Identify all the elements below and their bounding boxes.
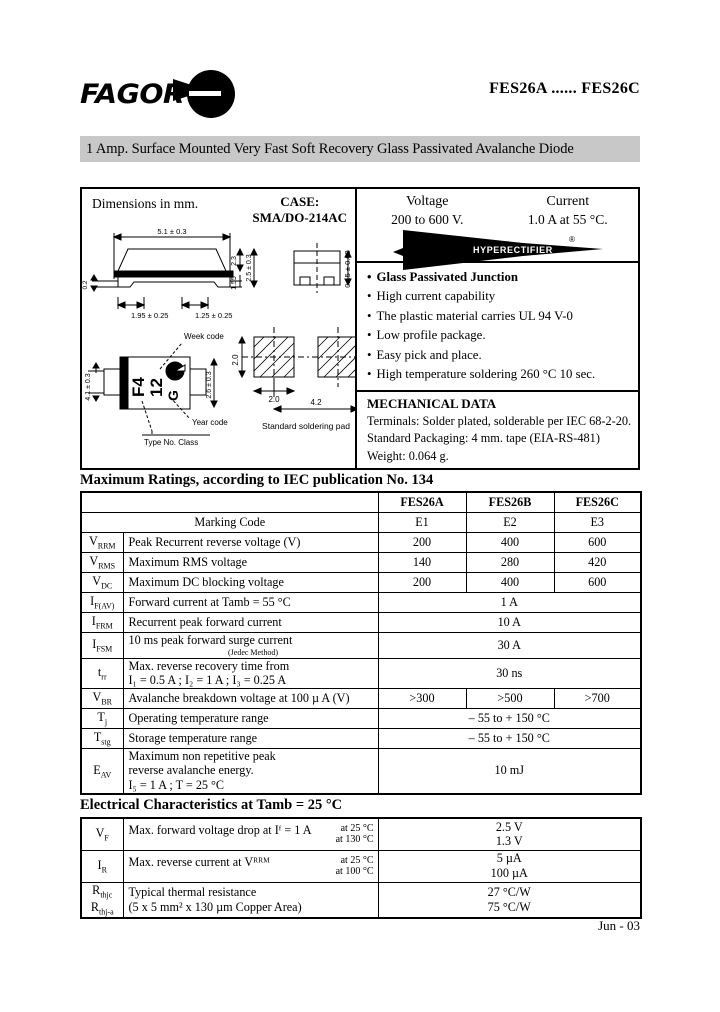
row-value: 200 bbox=[378, 572, 466, 592]
feature-item: • Glass Passivated Junction bbox=[367, 268, 638, 287]
row-value: 200 bbox=[378, 532, 466, 552]
pad-height-label: 2.0 bbox=[231, 354, 240, 366]
feature-item: • High temperature soldering 260 °C 10 sec. bbox=[367, 365, 638, 384]
row-value bbox=[378, 882, 641, 918]
table-row bbox=[81, 552, 641, 572]
row-value: >300 bbox=[378, 688, 466, 708]
row-value: – 55 to + 150 °C bbox=[378, 728, 641, 748]
row-description: Operating temperature range bbox=[123, 708, 378, 728]
row-description: Maximum DC blocking voltage bbox=[123, 572, 378, 592]
table-row bbox=[81, 850, 641, 882]
value-line: 75 °C/W bbox=[487, 899, 531, 914]
row-description-text: 10 ms peak forward surge current bbox=[128, 633, 293, 647]
row-description-text2: (5 x 5 mm² x 130 µm Copper Area) bbox=[128, 899, 302, 914]
feature-item: • High current capability bbox=[367, 287, 638, 306]
dim-length-label: 5.1 ± 0.3 bbox=[157, 227, 187, 236]
specification-box bbox=[80, 187, 640, 470]
row-symbol: $T_j$ bbox=[81, 708, 123, 728]
table-row bbox=[81, 688, 641, 708]
row-symbol: $E_{AV}$ bbox=[81, 748, 123, 793]
row-value: 600 bbox=[554, 532, 641, 552]
row-symbol: $V_{BR}$ bbox=[81, 688, 123, 708]
row-value bbox=[378, 850, 641, 882]
dim-end-height-label: 0.15 ± 0.03 bbox=[343, 250, 352, 288]
row-value: >500 bbox=[466, 688, 554, 708]
row-value: 400 bbox=[466, 572, 554, 592]
registered-trademark-icon: ® bbox=[568, 235, 575, 244]
row-symbol: $R_{thjc}$ $R_{thj-a}$ bbox=[81, 882, 123, 918]
current-cell bbox=[498, 189, 639, 228]
marking-code-g: G bbox=[165, 390, 181, 401]
current-label: Current bbox=[546, 194, 590, 209]
value-line: 27 °C/W bbox=[487, 884, 531, 899]
label-year-code: Year code bbox=[192, 418, 228, 427]
type-header: FES26A bbox=[378, 492, 466, 512]
current-value: 1.0 A at 55 °C. bbox=[527, 212, 608, 227]
row-description: Recurrent peak forward current bbox=[123, 612, 378, 632]
row-value: 10 mJ bbox=[378, 748, 641, 793]
row-value: 400 bbox=[466, 532, 554, 552]
row-description-text: Max. reverse current at Vᴿᴿᴹ bbox=[128, 854, 270, 869]
row-value: 10 A bbox=[378, 612, 641, 632]
row-description bbox=[123, 632, 378, 658]
marking-code-value: E1 bbox=[378, 512, 466, 532]
max-ratings-heading: Maximum Ratings, according to IEC publication No. 134 bbox=[80, 472, 434, 488]
voltage-value: 200 to 600 V. bbox=[391, 212, 464, 227]
row-description bbox=[123, 818, 378, 850]
table-row bbox=[81, 592, 641, 612]
feature-item: • Easy pick and place. bbox=[367, 346, 638, 365]
dimensions-title: Dimensions in mm. bbox=[92, 196, 199, 211]
marking-code-f4: F4 bbox=[129, 377, 148, 397]
row-symbol: $I_{FSM}$ bbox=[81, 632, 123, 658]
value-line: 100 µA bbox=[490, 866, 528, 880]
package-dimension-drawing bbox=[82, 219, 357, 469]
row-description: Peak Recurrent reverse voltage (V) bbox=[123, 532, 378, 552]
mechanical-data-block bbox=[357, 392, 638, 468]
row-description-text: Maximum non repetitive peak bbox=[128, 748, 276, 763]
drawings-area bbox=[82, 219, 357, 469]
voltage-cell bbox=[357, 189, 498, 228]
table-row bbox=[81, 658, 641, 688]
marking-code-value: E2 bbox=[466, 512, 554, 532]
row-value: 280 bbox=[466, 552, 554, 572]
mechanical-terminals: Terminals: Solder plated, solderable per IEC 68-2-20. bbox=[367, 413, 632, 428]
row-description-conditions: I₁ = 0.5 A ; I₂ = 1 A ; I₃ = 0.25 A bbox=[128, 673, 287, 688]
row-value: >700 bbox=[554, 688, 641, 708]
row-value: 600 bbox=[554, 572, 641, 592]
mechanical-weight: Weight: 0.064 g. bbox=[367, 448, 449, 463]
table-header-row bbox=[81, 492, 641, 512]
row-description bbox=[123, 882, 378, 918]
condition-line: at 25 °C bbox=[340, 854, 374, 866]
table-row bbox=[81, 708, 641, 728]
table-row bbox=[81, 748, 641, 793]
type-header: FES26C bbox=[554, 492, 641, 512]
electrical-summary-panel bbox=[357, 189, 638, 468]
marking-code-row bbox=[81, 512, 641, 532]
voltage-label: Voltage bbox=[405, 194, 449, 209]
row-description: Forward current at Tamb = 55 °C bbox=[123, 592, 378, 612]
table-row bbox=[81, 818, 641, 850]
pad-gap-label: 4.2 bbox=[310, 398, 322, 407]
row-symbol: $I_{FRM}$ bbox=[81, 612, 123, 632]
marking-code-label: Marking Code bbox=[81, 512, 378, 532]
row-description-text: Max. reverse recovery time from bbox=[128, 658, 290, 673]
dim-lead-right-label: 1.25 ± 0.25 bbox=[195, 311, 233, 320]
logo-arrow-icon bbox=[187, 70, 235, 118]
dim-h-total-label: 2.5 ± 0.3 bbox=[246, 254, 253, 282]
feature-item: • The plastic material carries UL 94 V-0 bbox=[367, 307, 638, 326]
page-header bbox=[80, 70, 640, 120]
row-value: – 55 to + 150 °C bbox=[378, 708, 641, 728]
voltage-current-row bbox=[357, 189, 638, 228]
feature-item: • Low profile package. bbox=[367, 326, 638, 345]
row-value: 30 A bbox=[378, 632, 641, 658]
dim-lead-left-label: 1.95 ± 0.25 bbox=[131, 311, 169, 320]
package-drawing-panel bbox=[82, 189, 357, 468]
row-symbol: $I_R$ bbox=[81, 850, 123, 882]
row-value: 140 bbox=[378, 552, 466, 572]
row-description-text2: reverse avalanche energy. bbox=[128, 763, 254, 778]
row-description bbox=[123, 748, 378, 793]
fagor-logo bbox=[80, 70, 235, 118]
row-symbol: $T_{stg}$ bbox=[81, 728, 123, 748]
row-symbol: $I_{F(AV)}$ bbox=[81, 592, 123, 612]
condition-line: at 25 °C bbox=[340, 822, 374, 834]
row-description-text: Max. forward voltage drop at Iᶠ = 1 A bbox=[128, 822, 312, 837]
row-value: 1 A bbox=[378, 592, 641, 612]
row-conditions bbox=[336, 823, 378, 846]
row-description-text: Typical thermal resistance bbox=[128, 884, 257, 899]
table-row bbox=[81, 632, 641, 658]
row-value: 30 ns bbox=[378, 658, 641, 688]
product-title: 1 Amp. Surface Mounted Very Fast Soft Recovery Glass Passivated Avalanche Diode bbox=[86, 140, 574, 157]
pad-width-label: 2.0 bbox=[268, 395, 280, 404]
pad-title-label: Standard soldering pad bbox=[262, 421, 350, 431]
mechanical-packaging: Standard Packaging: 4 mm. tape (EIA-RS-481) bbox=[367, 431, 600, 446]
value-line: 2.5 V bbox=[495, 819, 523, 834]
row-symbol: $t_{rr}$ bbox=[81, 658, 123, 688]
electrical-characteristics-heading: Electrical Characteristics at Tamb = 25 °C bbox=[80, 797, 343, 813]
table-row bbox=[81, 612, 641, 632]
table-row bbox=[81, 532, 641, 552]
row-symbol: $V_{DC}$ bbox=[81, 572, 123, 592]
logo-wordmark: FAGOR bbox=[80, 78, 185, 110]
page-footer-date: Jun - 03 bbox=[598, 918, 640, 933]
max-ratings-table bbox=[80, 491, 642, 795]
type-header: FES26B bbox=[466, 492, 554, 512]
case-label: CASE: bbox=[280, 194, 320, 209]
marking-code-value: E3 bbox=[554, 512, 641, 532]
marking-code-12: 12 bbox=[147, 378, 166, 397]
hyperectifier-text: HYPERECTIFIER bbox=[472, 245, 553, 255]
mechanical-data-title: MECHANICAL DATA bbox=[367, 395, 497, 411]
condition-line: at 100 °C bbox=[335, 866, 374, 877]
dim-body-h-label: 2.6 ± 0.3 bbox=[206, 371, 213, 399]
table-row bbox=[81, 728, 641, 748]
row-description-conditions: I₅ = 1 A ; T = 25 °C bbox=[128, 778, 225, 793]
electrical-characteristics-table bbox=[80, 817, 642, 919]
dim-h1-label: 2.3 bbox=[231, 256, 238, 266]
case-value: SMA/DO-214AC bbox=[252, 210, 347, 226]
row-description-note: (Jedec Method) bbox=[228, 648, 278, 657]
label-type-class: Type No. Class bbox=[144, 438, 199, 447]
table-row bbox=[81, 882, 641, 918]
row-symbol: $V_{RRM}$ bbox=[81, 532, 123, 552]
dim-foot-label: 0.2 bbox=[82, 280, 89, 290]
row-description: Storage temperature range bbox=[123, 728, 378, 748]
part-number-range: FES26A ...... FES26C bbox=[489, 80, 640, 97]
row-symbol: $V_F$ bbox=[81, 818, 123, 850]
dim-h2-label: 1.55 bbox=[231, 276, 238, 290]
row-description: Avalanche breakdown voltage at 100 µ A (V) bbox=[123, 688, 378, 708]
row-description bbox=[123, 850, 378, 882]
table-row bbox=[81, 572, 641, 592]
row-value bbox=[378, 818, 641, 850]
product-title-band bbox=[80, 136, 640, 162]
row-symbol: $V_{RMS}$ bbox=[81, 552, 123, 572]
features-list bbox=[357, 263, 638, 392]
condition-line: at 130 °C bbox=[335, 834, 374, 846]
label-week-code: Week code bbox=[184, 332, 224, 341]
row-value: 420 bbox=[554, 552, 641, 572]
row-conditions bbox=[336, 855, 378, 878]
row-description: Maximum RMS voltage bbox=[123, 552, 378, 572]
dim-body-w-label: 4.1 ± 0.3 bbox=[85, 373, 92, 401]
row-description bbox=[123, 658, 378, 688]
hyperectifier-brand-mark bbox=[357, 228, 638, 263]
value-line: 5 µA bbox=[496, 851, 522, 866]
value-line: 1.3 V bbox=[495, 834, 523, 849]
